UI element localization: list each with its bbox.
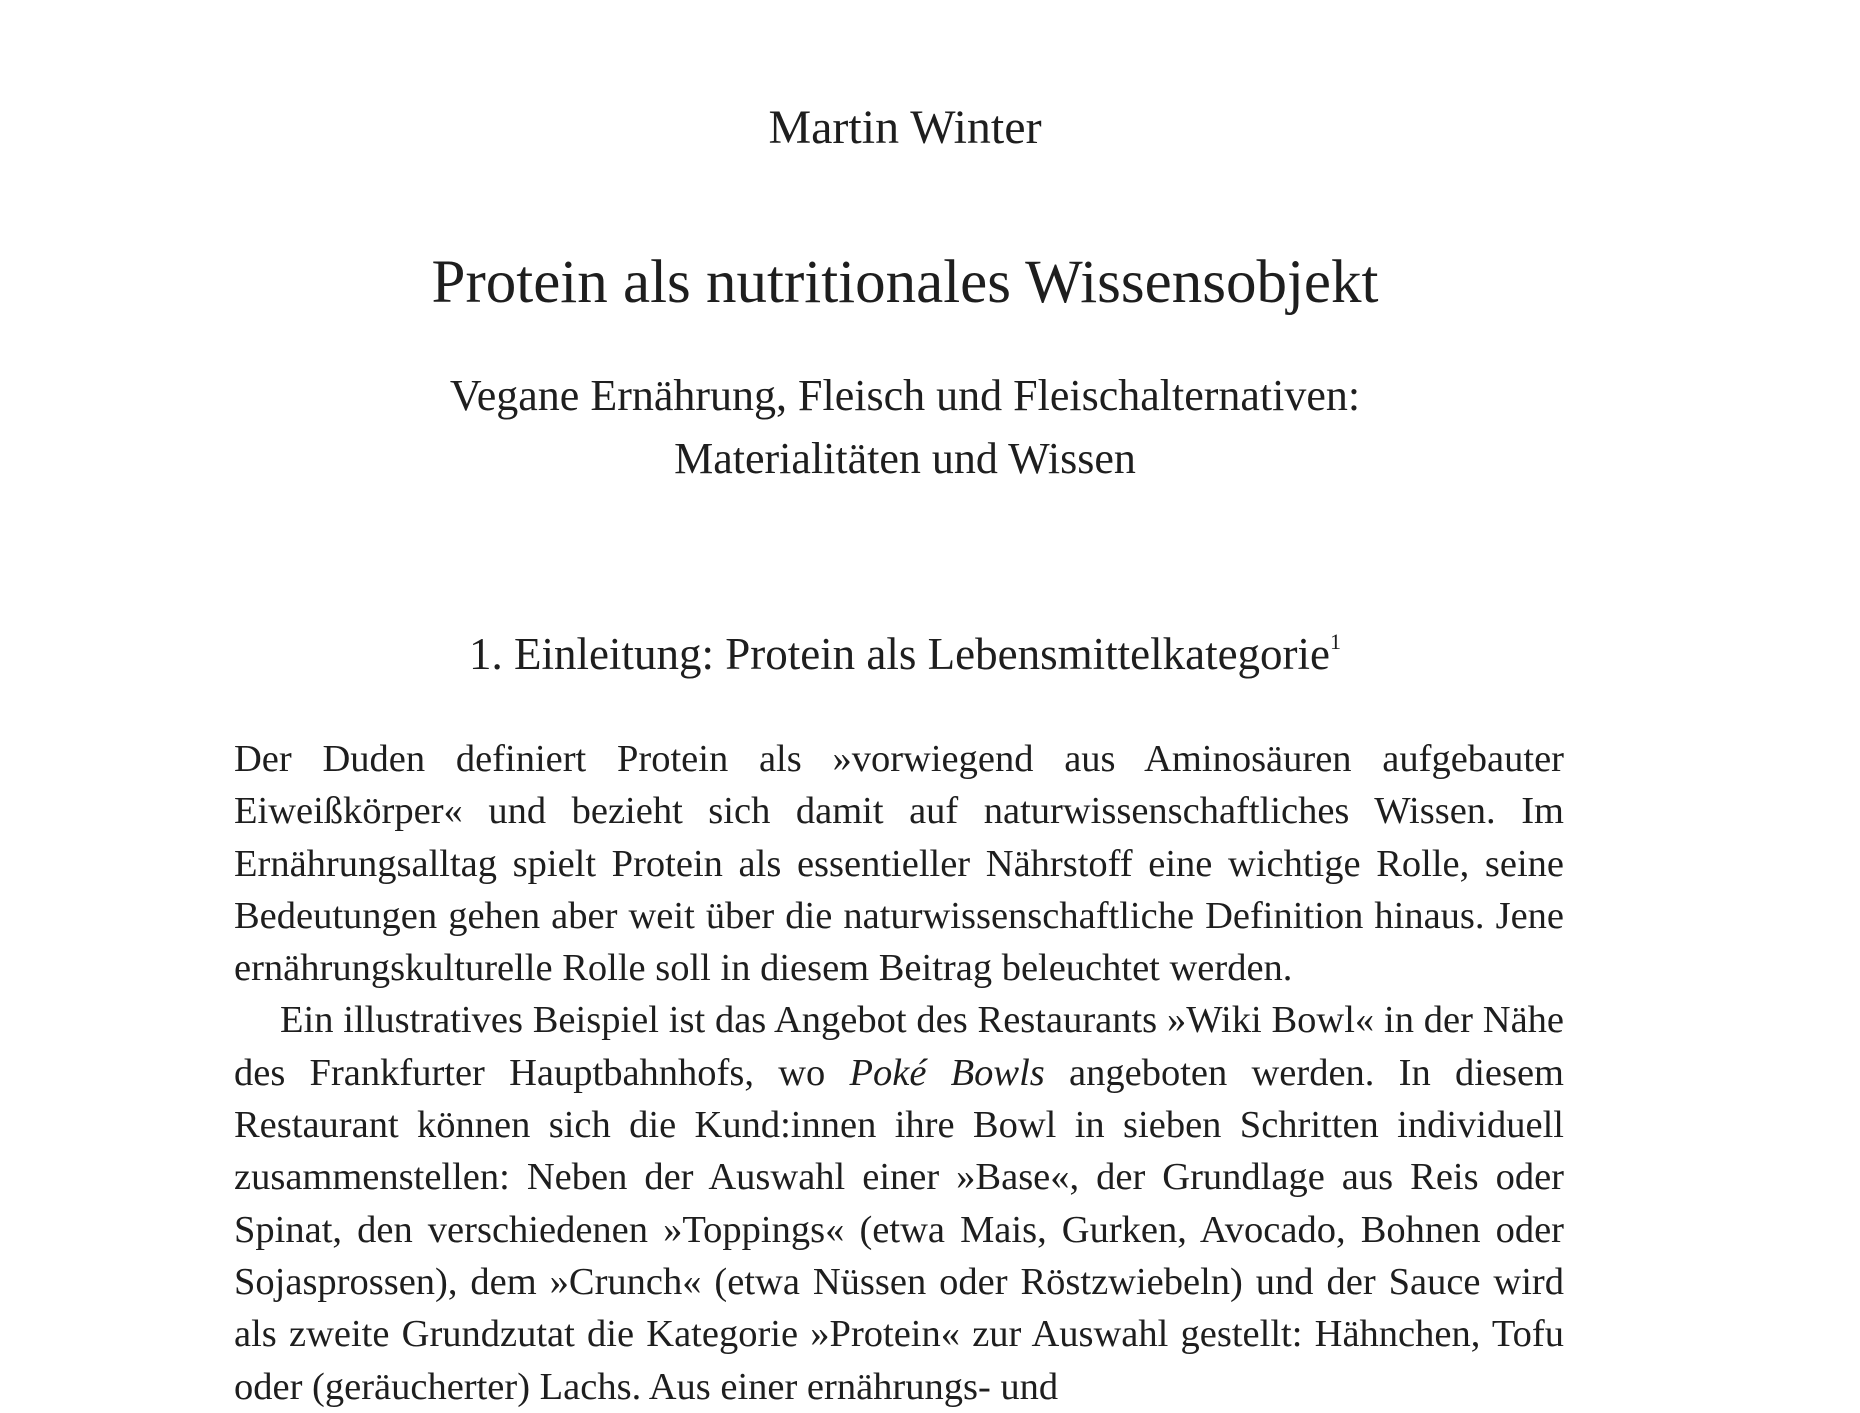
footnote-reference[interactable]: 1 (1330, 629, 1342, 654)
paragraph-1: Der Duden definiert Protein als »vorwiegend aus Aminosäuren aufgebauter Eiweißkörper« und bezieht sich damit auf naturwissenschaftliches Wissen. Im Ernährungsalltag spielt Protein als essentieller Nährstoff eine wichtige Rolle, seine Bedeutungen gehen aber weit über die naturwissenschaftliche Definition hinaus. Jene ernährungskulturelle Rolle soll in diesem Beitrag beleuchtet werden. (234, 738, 1564, 990)
chapter-subtitle (0, 364, 1810, 490)
chapter-title: Protein als nutritionales Wissensobjekt (431, 249, 1379, 316)
section-heading (0, 626, 1810, 682)
body-text (234, 733, 1564, 1413)
section-heading-text: 1. Einleitung: Protein als Lebensmittelkategorie (468, 629, 1331, 679)
subtitle-line-2: Materialitäten und Wissen (674, 434, 1136, 483)
paragraph-2-text-end: angeboten werden. In diesem Restaurant können sich die Kund:innen ihre Bowl in sieben Schritten individuell zusammenstellen: Neben der Auswahl einer »Base«, der Grundlage aus Reis oder Spinat, den verschiedenen »Toppings« (etwa Mais, Gurken, Avocado, Bohnen oder Sojasprossen), dem »Crunch« (etwa Nüssen oder Röstzwiebeln) und der Sauce wird als zweite Grundzutat die Kategorie »Protein« zur Auswahl gestellt: Hähnchen, Tofu oder (geräucherter) Lachs. Aus einer ernährungs- und (234, 1051, 1564, 1408)
paragraph-2 (234, 994, 1564, 1412)
paragraph-2-text-start: Ein illustratives Beispiel ist das Angebot des Restaurants »Wiki Bowl« in der Nähe des Frankfurter Hauptbahnhofs, wo (234, 999, 1564, 1094)
paragraph-2-italic-term: Poké Bowls (849, 1051, 1045, 1094)
subtitle-line-1: Vegane Ernährung, Fleisch und Fleischalternativen: (449, 371, 1361, 420)
author-name: Martin Winter (768, 101, 1042, 154)
